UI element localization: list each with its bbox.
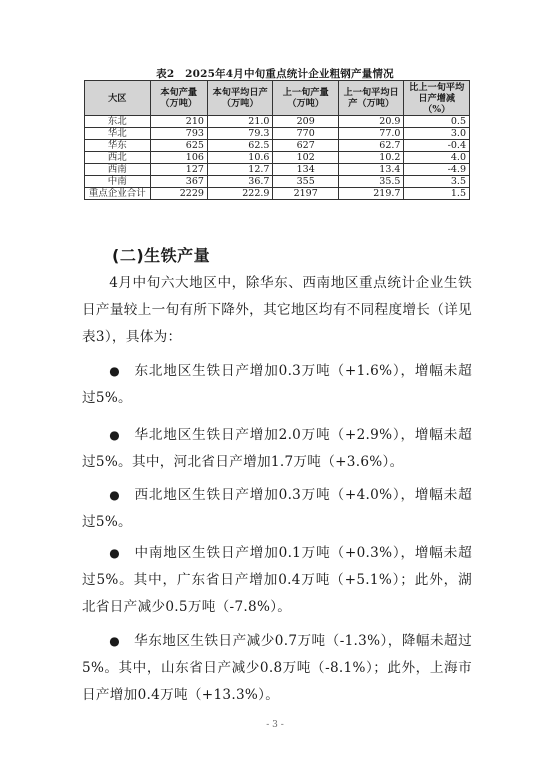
cell-current-daily: 222.9 bbox=[207, 188, 273, 200]
cell-region: 华北 bbox=[85, 128, 151, 140]
cell-previous-daily: 10.2 bbox=[338, 152, 404, 164]
header-current-daily: 本旬平均日产（万吨） bbox=[207, 81, 273, 116]
header-change-pct: 比上一旬平均日产增减（%） bbox=[404, 81, 470, 116]
cell-current-output: 127 bbox=[150, 164, 207, 176]
cell-change-pct: -0.4 bbox=[404, 140, 470, 152]
cell-current-output: 106 bbox=[150, 152, 207, 164]
cell-previous-output: 627 bbox=[273, 140, 339, 152]
section-title: (二)生铁产量 bbox=[112, 246, 211, 265]
cell-change-pct: 4.0 bbox=[404, 152, 470, 164]
bullet-item bbox=[82, 482, 472, 536]
bullet-icon: ● bbox=[109, 634, 121, 648]
cell-previous-daily: 20.9 bbox=[338, 116, 404, 128]
bullet-icon: ● bbox=[109, 546, 121, 560]
table-row-total bbox=[85, 188, 470, 200]
bullet-icon: ● bbox=[109, 488, 121, 502]
table-row bbox=[85, 128, 470, 140]
cell-previous-output: 102 bbox=[273, 152, 339, 164]
cell-current-output: 625 bbox=[150, 140, 207, 152]
steel-output-table bbox=[84, 80, 470, 200]
table-row bbox=[85, 152, 470, 164]
cell-current-daily: 36.7 bbox=[207, 176, 273, 188]
cell-change-pct: 3.0 bbox=[404, 128, 470, 140]
bullet-item bbox=[82, 628, 472, 709]
header-region: 大区 bbox=[85, 81, 151, 116]
bullet-item bbox=[82, 358, 472, 412]
page-number: - 3 - bbox=[266, 720, 284, 730]
table-caption: 表2 2025年4月中旬重点统计企业粗钢产量情况 bbox=[156, 68, 394, 80]
table-row bbox=[85, 176, 470, 188]
cell-current-daily: 62.5 bbox=[207, 140, 273, 152]
table-row bbox=[85, 140, 470, 152]
bullet-text: 中南地区生铁日产增加0.1万吨（+0.3%），增幅未超过5%。其中，广东省日产增加0.4万吨（+5.1%）；此外，湖北省日产减少0.5万吨（-7.8%）。 bbox=[82, 545, 472, 615]
cell-previous-output: 209 bbox=[273, 116, 339, 128]
cell-region: 东北 bbox=[85, 116, 151, 128]
cell-current-output: 2229 bbox=[150, 188, 207, 200]
bullet-item bbox=[82, 540, 472, 621]
bullet-icon: ● bbox=[109, 428, 121, 442]
bullet-text: 华东地区生铁日产减少0.7万吨（-1.3%），降幅未超过5%。其中，山东省日产减少0.8万吨（-8.1%）；此外，上海市日产增加0.4万吨（+13.3%）。 bbox=[82, 633, 472, 703]
bullet-text: 华北地区生铁日产增加2.0万吨（+2.9%），增幅未超过5%。其中，河北省日产增加1.7万吨（+3.6%）。 bbox=[82, 427, 472, 470]
intro-paragraph: 4月中旬六大地区中，除华东、西南地区重点统计企业生铁日产量较上一旬有所下降外，其它地区均有不同程度增长（详见表3），具体为： bbox=[82, 275, 472, 345]
cell-current-output: 793 bbox=[150, 128, 207, 140]
cell-current-daily: 21.0 bbox=[207, 116, 273, 128]
cell-change-pct: -4.9 bbox=[404, 164, 470, 176]
cell-previous-daily: 219.7 bbox=[338, 188, 404, 200]
cell-region: 西南 bbox=[85, 164, 151, 176]
cell-change-pct: 3.5 bbox=[404, 176, 470, 188]
cell-region: 中南 bbox=[85, 176, 151, 188]
cell-current-output: 210 bbox=[150, 116, 207, 128]
cell-previous-output: 770 bbox=[273, 128, 339, 140]
cell-change-pct: 1.5 bbox=[404, 188, 470, 200]
bullet-icon: ● bbox=[109, 364, 121, 378]
cell-previous-daily: 77.0 bbox=[338, 128, 404, 140]
cell-region: 西北 bbox=[85, 152, 151, 164]
table-header-row bbox=[85, 81, 470, 116]
cell-region: 华东 bbox=[85, 140, 151, 152]
cell-change-pct: 0.5 bbox=[404, 116, 470, 128]
table-row bbox=[85, 164, 470, 176]
cell-previous-output: 2197 bbox=[273, 188, 339, 200]
header-previous-daily: 上一旬平均日产（万吨） bbox=[338, 81, 404, 116]
cell-previous-daily: 62.7 bbox=[338, 140, 404, 152]
bullet-text: 西北地区生铁日产增加0.3万吨（+4.0%），增幅未超过5%。 bbox=[82, 487, 472, 530]
bullet-text: 东北地区生铁日产增加0.3万吨（+1.6%），增幅未超过5%。 bbox=[82, 363, 472, 406]
cell-previous-output: 355 bbox=[273, 176, 339, 188]
header-previous-output: 上一旬产量（万吨） bbox=[273, 81, 339, 116]
cell-current-daily: 10.6 bbox=[207, 152, 273, 164]
header-current-output: 本旬产量（万吨） bbox=[150, 81, 207, 116]
cell-region: 重点企业合计 bbox=[85, 188, 151, 200]
cell-current-output: 367 bbox=[150, 176, 207, 188]
cell-previous-daily: 35.5 bbox=[338, 176, 404, 188]
bullet-item bbox=[82, 422, 472, 476]
table-row bbox=[85, 116, 470, 128]
cell-previous-daily: 13.4 bbox=[338, 164, 404, 176]
cell-current-daily: 12.7 bbox=[207, 164, 273, 176]
cell-current-daily: 79.3 bbox=[207, 128, 273, 140]
cell-previous-output: 134 bbox=[273, 164, 339, 176]
